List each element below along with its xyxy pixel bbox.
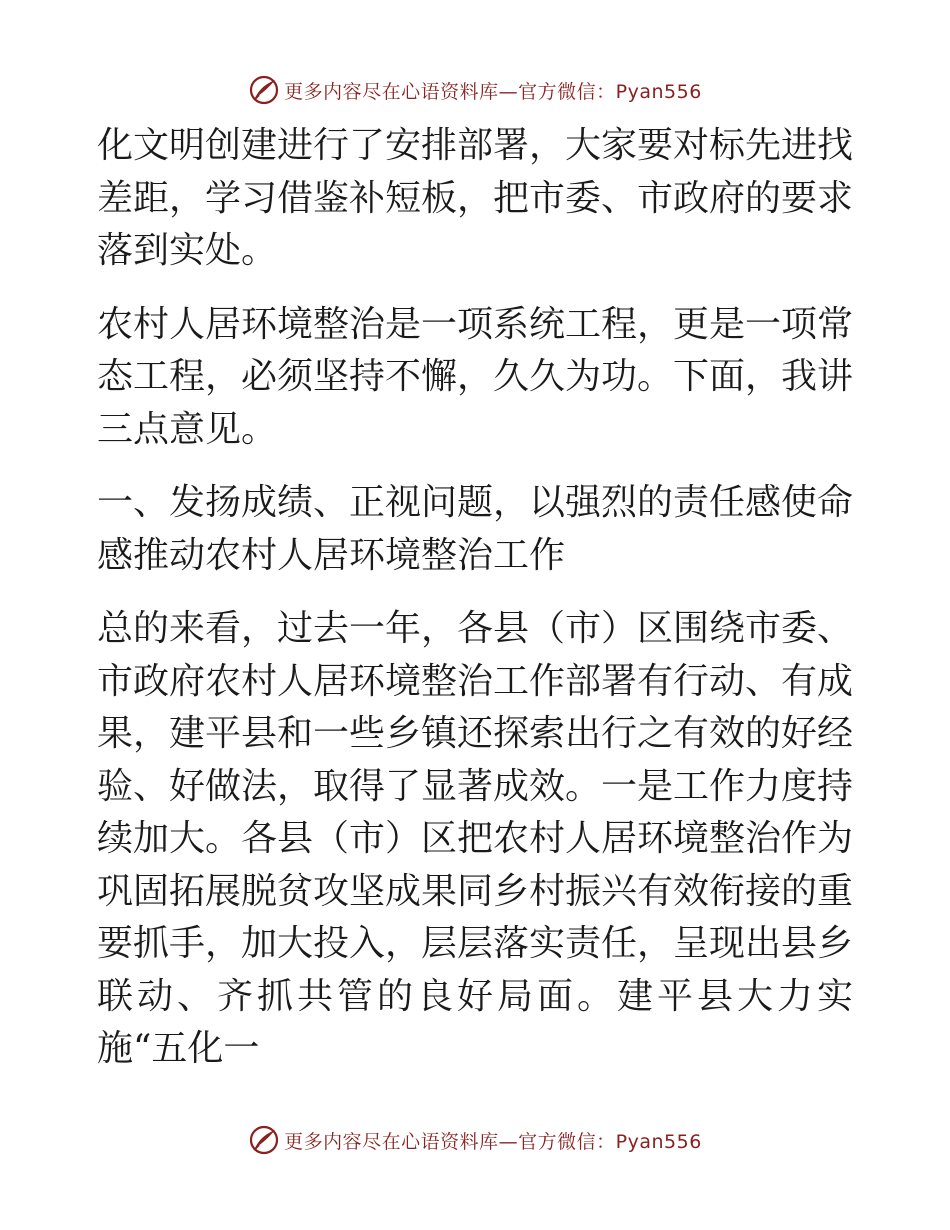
paragraph: 总的来看，过去一年，各县（市）区围绕市委、市政府农村人居环境整治工作部署有行动、有成果，建平县和一些乡镇还探索出行之有效的好经验、好做法，取得了显著成效。一是工作力度持续加大。各县（市）区把农村人居环境整治作为巩固拓展脱贫攻坚成果同乡村振兴有效衔接的重要抓手，加大投入，层层落实责任，呈现出县乡联动、齐抓共管的良好局面。建平县大力实施“五化一 bbox=[97, 608, 854, 1069]
feather-pen-logo-icon bbox=[248, 74, 280, 106]
footer-banner bbox=[0, 1120, 950, 1160]
banner-text: 更多内容尽在心语资料库—官方微信：Pyan556 bbox=[284, 1130, 702, 1153]
wechat-id: Pyan556 bbox=[615, 80, 702, 103]
wechat-id: Pyan556 bbox=[615, 1130, 702, 1153]
banner-text: 更多内容尽在心语资料库—官方微信：Pyan556 bbox=[284, 80, 702, 103]
header-banner bbox=[0, 70, 950, 110]
paragraph: 农村人居环境整治是一项系统工程，更是一项常态工程，必须坚持不懈，久久为功。下面，我讲三点意见。 bbox=[97, 303, 854, 450]
feather-pen-logo-icon bbox=[248, 1124, 280, 1156]
paragraph: 化文明创建进行了安排部署，大家要对标先进找差距，学习借鉴补短板，把市委、市政府的要求落到实处。 bbox=[97, 125, 854, 271]
document-body bbox=[97, 120, 853, 1097]
section-heading: 一、发扬成绩、正视问题，以强烈的责任感使命感推动农村人居环境整治工作 bbox=[97, 482, 854, 576]
